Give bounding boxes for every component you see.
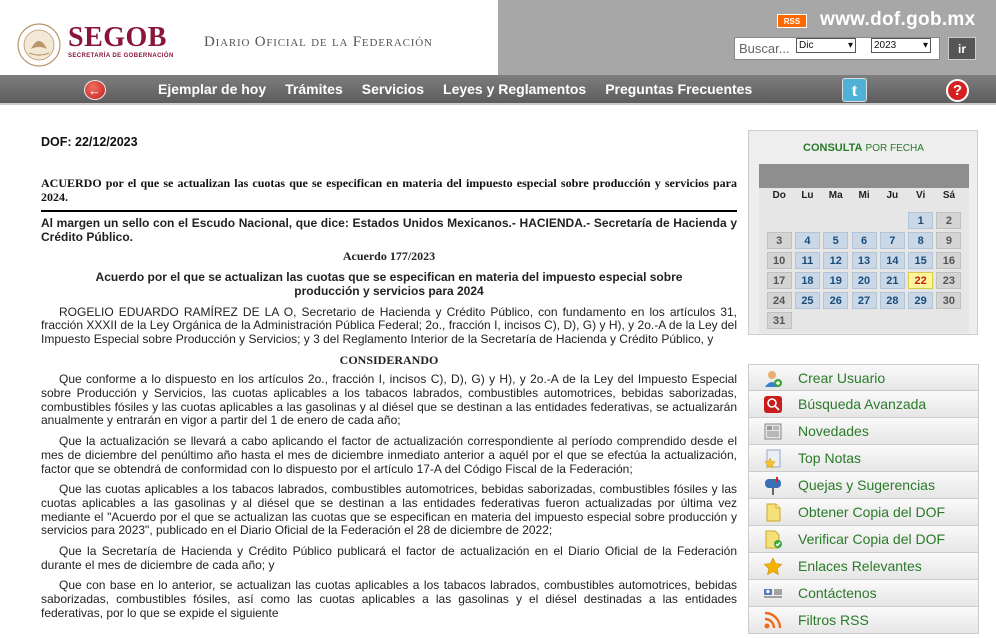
year-select-value: 2023 [874, 40, 897, 51]
nav-link-servicios[interactable]: Servicios [361, 81, 425, 97]
calendar-day[interactable]: 4 [795, 232, 820, 249]
sidebar-item-search[interactable] [748, 391, 979, 418]
national-seal-icon [17, 23, 61, 67]
calendar-day[interactable]: 28 [880, 292, 905, 309]
month-select[interactable] [796, 38, 856, 53]
considerando-paragraph: Que las cuotas aplicables a los tabacos labrados, combustibles automotrices, bebidas saborizadas, combustibles fósiles y las cuotas aplicables a las gasolinas y al diésel que se destinan a las entidades federativas fueron actualizadas por última vez mediante el "Acuerdo por el que se actualizan las cuotas que se especifican en materia del impuesto especial sobre producción y servicios para 2023", publicado en el Diario Oficial de la Federación el 28 de diciembre de 2022; [41, 482, 737, 538]
weekday-label: Ma [828, 190, 843, 201]
calendar-day: 3 [767, 232, 792, 249]
search-button[interactable]: ir [948, 37, 976, 60]
calendar-day[interactable]: 26 [823, 292, 848, 309]
calendar-day[interactable]: 18 [795, 272, 820, 289]
rss-icon [763, 611, 783, 630]
add-user-icon [763, 369, 783, 388]
calendar-day: 30 [936, 292, 961, 309]
month-select-value: Dic [799, 40, 814, 51]
sidebar-item-label: Top Notas [798, 450, 862, 466]
rss-badge[interactable]: RSS [777, 14, 807, 28]
calendar-day[interactable]: 29 [908, 292, 933, 309]
calendar-day: 9 [936, 232, 961, 249]
calendar-day: 10 [767, 252, 792, 269]
considerando-paragraph: Que la actualización se llevará a cabo aplicando el factor de actualización correspondiente al período comprendido desde el mes de diciembre del penúltimo año hasta el mes de diciembre inmediato anterior a aquél por el que se efectúa la actualización, factor que se obtendrá de conformidad con lo dispuesto por el artículo 17-A del Código Fiscal de la Federación; [41, 434, 737, 476]
sidebar-item-label: Novedades [798, 423, 869, 439]
calendar-day: 16 [936, 252, 961, 269]
calendar-day[interactable]: 11 [795, 252, 820, 269]
calendar-day[interactable]: 13 [852, 252, 877, 269]
calendar-day: 2 [936, 212, 961, 229]
calendar-day: 23 [936, 272, 961, 289]
calendar-days [765, 211, 963, 331]
header-brand-area [0, 0, 498, 75]
calendar-day: 24 [767, 292, 792, 309]
calendar-select-bar [759, 164, 969, 188]
nav-link-leyes[interactable]: Leyes y Reglamentos [443, 81, 587, 97]
acuerdo-number: Acuerdo 177/2023 [342, 249, 436, 264]
chevron-down-icon: ▾ [922, 40, 928, 51]
sidebar-item-star-document[interactable] [748, 445, 979, 472]
mailbox-icon [763, 476, 783, 495]
sidebar-item-label: Búsqueda Avanzada [798, 396, 927, 412]
site-title[interactable]: Diario Oficial de la Federación [204, 34, 433, 50]
calendar-day[interactable]: 7 [880, 232, 905, 249]
calendar-title-suffix: POR FECHA [865, 143, 924, 154]
weekday-label: Lu [801, 190, 814, 201]
sidebar-item-label: Obtener Copia del DOF [798, 504, 946, 520]
search-icon [763, 395, 783, 414]
considerando-paragraph: Que con base en lo anterior, se actualizan las cuotas aplicables a los tabacos labrados, combustibles automotrices, bebidas saborizadas, combustibles fósiles, así como las cuotas aplicables a las gasolinas y el diésel destinadas a las entidades federativas, por lo que se expide el siguiente [41, 578, 737, 620]
nav-link-tramites[interactable]: Trámites [285, 81, 343, 97]
document-icon [763, 503, 783, 522]
weekday-label: Mi [858, 190, 870, 201]
nav-link-preguntas[interactable]: Preguntas Frecuentes [605, 81, 753, 97]
star-icon [763, 557, 783, 576]
weekday-label: Do [772, 190, 786, 201]
calendar-day[interactable]: 21 [880, 272, 905, 289]
intro-paragraph: ROGELIO EDUARDO RAMÍREZ DE LA O, Secretario de Hacienda y Crédito Público, con fundamento en los artículos 31, fracción XXXII de la Ley Orgánica de la Administración Pública Federal; 2o., fracción I, incisos C), D), G) y H), y 2o.-A de la Ley del Impuesto Especial sobre Producción y Servicios; y 3 del Reglamento Interior de la Secretaría de Hacienda y Crédito Público, y [41, 304, 737, 346]
verify-document-icon [763, 530, 783, 549]
sidebar-item-label: Enlaces Relevantes [798, 558, 922, 574]
sidebar-item-document[interactable] [748, 499, 979, 526]
sidebar-item-label: Quejas y Sugerencias [798, 477, 935, 493]
twitter-icon[interactable]: t [842, 78, 867, 102]
publication-date: DOF: 22/12/2023 [41, 135, 138, 149]
sidebar-item-star[interactable] [748, 553, 979, 580]
logo-subtitle: SECRETARÍA DE GOBERNACIÓN [68, 53, 174, 59]
sidebar-item-contact-card[interactable] [748, 580, 979, 607]
calendar-weekdays [765, 190, 963, 201]
contact-card-icon [763, 584, 783, 603]
logo-text[interactable]: SEGOB [68, 22, 167, 53]
weekday-label: Vi [915, 190, 926, 201]
sidebar-item-label: Filtros RSS [798, 612, 869, 628]
considerando-heading: CONSIDERANDO [339, 352, 439, 367]
site-url[interactable]: www.dof.gob.mx [820, 9, 976, 30]
sidebar-item-label: Verificar Copia del DOF [798, 531, 946, 547]
main-navbar [0, 75, 996, 105]
year-select[interactable] [871, 38, 931, 53]
calendar-day[interactable]: 20 [852, 272, 877, 289]
nav-links [158, 75, 771, 105]
help-icon[interactable]: ? [946, 79, 969, 102]
nav-link-ejemplar[interactable]: Ejemplar de hoy [158, 81, 267, 97]
calendar-day[interactable]: 14 [880, 252, 905, 269]
calendar-day[interactable]: 15 [908, 252, 933, 269]
star-document-icon [763, 449, 783, 468]
calendar-title [803, 142, 924, 154]
sidebar-item-mailbox[interactable] [748, 472, 979, 499]
weekday-label: Sá [942, 190, 956, 201]
sidebar-item-rss[interactable] [748, 607, 979, 634]
calendar-day[interactable]: 12 [823, 252, 848, 269]
sidebar-item-newspaper[interactable] [748, 418, 979, 445]
chevron-down-icon: ▾ [847, 40, 853, 51]
calendar-day[interactable]: 19 [823, 272, 848, 289]
acuerdo-title: Acuerdo por el que se actualizan las cuotas que se especifican en materia del impuesto especial sobre producción y servicios para 2024 [95, 270, 683, 298]
article-body [41, 217, 737, 628]
calendar-day[interactable]: 25 [795, 292, 820, 309]
calendar-day[interactable]: 27 [852, 292, 877, 309]
calendar-day[interactable]: 6 [852, 232, 877, 249]
sidebar-menu [748, 364, 979, 634]
newspaper-icon [763, 422, 783, 441]
calendar-day[interactable]: 8 [908, 232, 933, 249]
margin-note: Al margen un sello con el Escudo Nacional, que dice: Estados Unidos Mexicanos.- HACIENDA.- Secretaría de Hacienda y Crédito Público. [41, 216, 737, 244]
calendar-day: 17 [767, 272, 792, 289]
sidebar-item-label: Contáctenos [798, 585, 877, 601]
calendar-title-main: CONSULTA [803, 142, 863, 154]
sidebar-item-add-user[interactable] [748, 364, 979, 391]
calendar-day[interactable]: 5 [823, 232, 848, 249]
article-headline: ACUERDO por el que se actualizan las cuotas que se especifican en materia del impuesto especial sobre producción y servicios para 2024. [41, 177, 737, 212]
calendar-day-today[interactable]: 22 [908, 272, 933, 289]
considerando-paragraph: Que conforme a lo dispuesto en los artículos 2o., fracción I, incisos C), D), G) y H), y 2o.-A de la Ley del Impuesto Especial sobre Producción y Servicios, las cuotas aplicables a los tabacos labrados, combustibles automotrices, bebidas saborizadas, combustibles fósiles y las cuotas aplicables a las gasolinas y al diésel que se destinan a las entidades federativas, se actualizarán anualmente y entrarán en vigor a partir del 1 de enero de cada año; [41, 372, 737, 428]
considerando-paragraph: Que la Secretaría de Hacienda y Crédito Público publicará el factor de actualización en el Diario Oficial de la Federación durante el mes de diciembre de cada año; y [41, 544, 737, 572]
weekday-label: Ju [886, 190, 899, 201]
sidebar-item-label: Crear Usuario [798, 370, 886, 386]
calendar-day[interactable]: 1 [908, 212, 933, 229]
back-arrow-icon[interactable]: ← [84, 80, 106, 100]
sidebar-item-verify-document[interactable] [748, 526, 979, 553]
calendar-day: 31 [767, 312, 792, 329]
